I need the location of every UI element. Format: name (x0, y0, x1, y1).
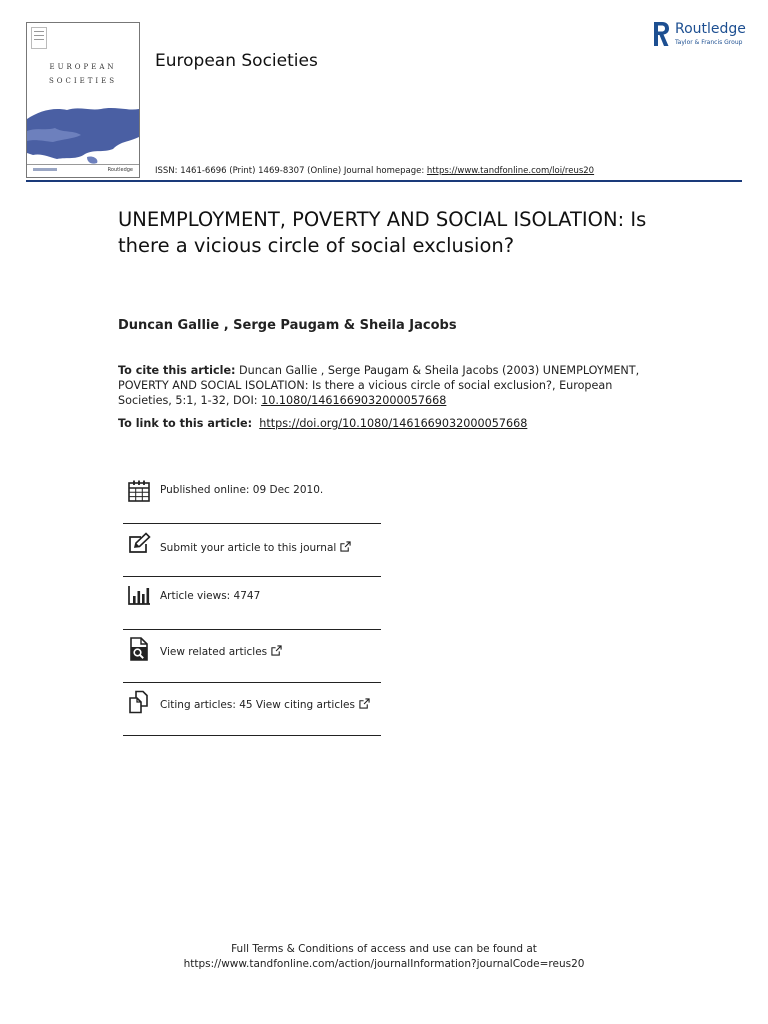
published-online-row (123, 478, 381, 506)
calendar-icon (127, 479, 151, 503)
document-search-icon (127, 637, 151, 661)
article-link-label: To link to this article: (118, 417, 253, 430)
citation-block (118, 363, 648, 408)
info-divider (123, 735, 381, 736)
info-divider (123, 629, 381, 630)
journal-cover-image (26, 22, 140, 178)
publisher-tagline: Taylor & Francis Group (675, 39, 743, 46)
submit-article-row[interactable] (123, 532, 381, 560)
cover-title-line2: SOCIETIES (48, 77, 118, 85)
edit-icon (127, 532, 151, 556)
related-articles-text: View related articles (160, 646, 268, 658)
footer (0, 942, 768, 972)
journal-title: European Societies (155, 51, 318, 71)
related-articles-row[interactable] (123, 637, 381, 665)
info-divider (123, 576, 381, 577)
article-views-row (123, 584, 381, 612)
submit-article-link[interactable] (160, 541, 351, 554)
footer-terms-text: Full Terms & Conditions of access and use can be found at (231, 943, 537, 955)
journal-homepage-link[interactable]: https://www.tandfonline.com/loi/reus20 (426, 166, 595, 176)
citation-doi-link[interactable]: 10.1080/1461669032000057668 (261, 394, 447, 407)
info-divider (123, 523, 381, 524)
issn-text: ISSN: 1461-6696 (Print) 1469-8307 (Online) Journal homepage: (155, 166, 427, 176)
related-articles-link[interactable] (160, 645, 282, 658)
published-online-text: Published online: 09 Dec 2010. (160, 484, 324, 496)
header-divider (26, 180, 742, 182)
cover-footer (27, 164, 139, 177)
info-divider (123, 682, 381, 683)
cover-title-line1: EUROPEAN (49, 63, 117, 71)
article-views-text: Article views: 4747 (160, 590, 261, 602)
citing-articles-row[interactable] (123, 690, 381, 718)
citing-articles-text: Citing articles: 45 View citing articles (160, 699, 355, 711)
article-link-block (118, 417, 527, 430)
bar-chart-icon (127, 584, 151, 608)
citing-documents-icon (127, 690, 151, 714)
footer-terms-url[interactable]: https://www.tandfonline.com/action/journalInformation?journalCode=reus20 (183, 958, 585, 970)
external-link-icon (340, 541, 351, 552)
submit-article-text: Submit your article to this journal (160, 542, 337, 554)
external-link-icon (359, 698, 370, 709)
cover-publisher: Routledge (107, 167, 133, 173)
citing-articles-link[interactable] (160, 698, 370, 711)
routledge-r-icon (652, 20, 670, 48)
article-doi-link[interactable]: https://doi.org/10.1080/1461669032000057668 (259, 417, 528, 430)
article-title: UNEMPLOYMENT, POVERTY AND SOCIAL ISOLATION: Is there a vicious circle of social exclusion? (118, 208, 647, 257)
external-link-icon (271, 645, 282, 656)
publisher-name: Routledge (675, 21, 746, 37)
citation-label: To cite this article: (118, 364, 236, 377)
issn-line (155, 166, 594, 176)
cover-volume-box (31, 27, 47, 49)
article-authors: Duncan Gallie , Serge Paugam & Sheila Jacobs (118, 318, 457, 333)
citation-text: Duncan Gallie , Serge Paugam & Sheila Jacobs (2003) UNEMPLOYMENT, POVERTY AND SOCIAL ISOLATION: Is there a vicious circle of social exclusion?, European Societies, 5:1, 1-32, DOI: (118, 364, 640, 407)
